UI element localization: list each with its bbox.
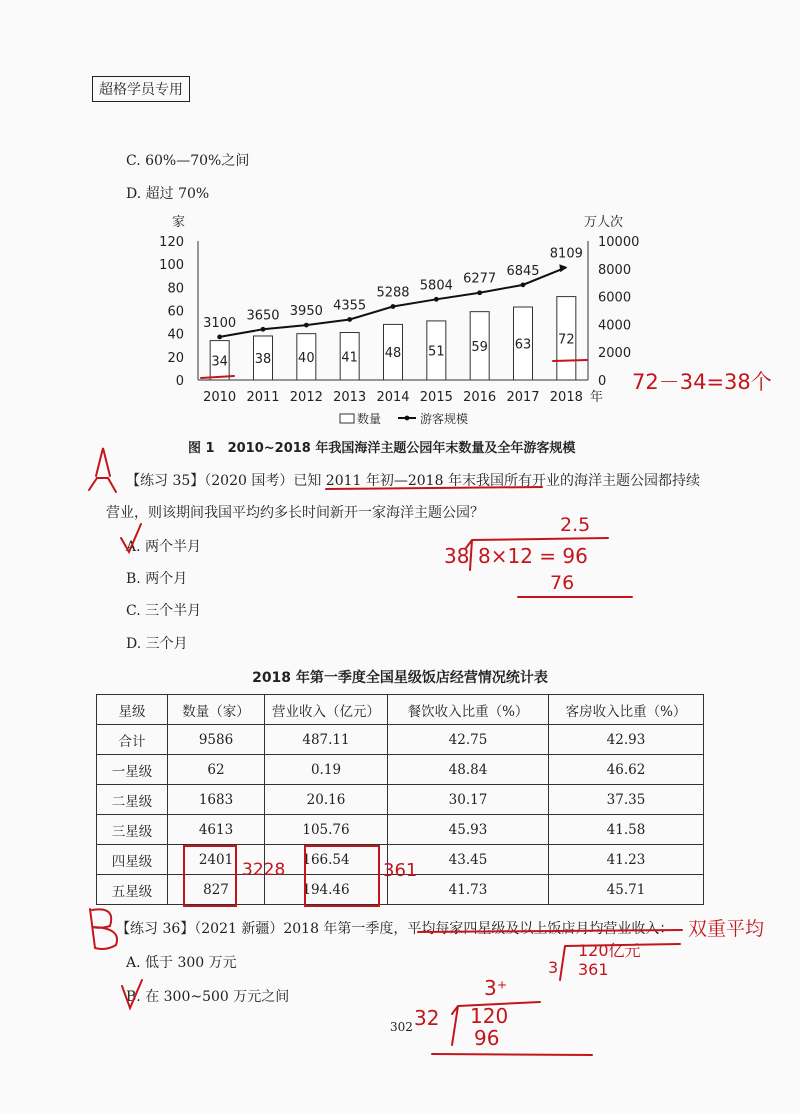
line-data-label: 5804 xyxy=(419,278,453,294)
note-q35-divisor: 38 xyxy=(444,544,470,568)
table-cell: 42.93 xyxy=(549,725,704,755)
bar-data-label: 38 xyxy=(254,351,272,367)
note-q35-mark xyxy=(96,446,119,486)
line-data-label: 6845 xyxy=(506,263,540,279)
left-tick-label: 40 xyxy=(167,327,184,343)
q36-option-b: B. 在 300~500 万元之间 xyxy=(126,989,290,1005)
note-difference: 72－34=38个 xyxy=(632,370,772,394)
right-tick-label: 4000 xyxy=(598,318,632,334)
right-axis-unit: 万人次 xyxy=(584,215,624,230)
table-cell: 46.62 xyxy=(549,755,704,785)
line-point xyxy=(477,290,482,295)
table-cell: 五星级 xyxy=(97,875,168,905)
left-tick-label: 20 xyxy=(167,350,184,366)
x-tick-label: 2011 xyxy=(246,390,280,405)
table-cell: 三星级 xyxy=(97,815,168,845)
q35-stem-line2: 营业，则该期间我国平均约多长时间新开一家海洋主题公园？ xyxy=(106,505,484,521)
table-cell: 0.19 xyxy=(265,755,388,785)
table-cell: 827 xyxy=(168,875,265,905)
table-cell: 45.93 xyxy=(388,815,549,845)
note-q36-calc1: 120亿元 xyxy=(578,941,641,960)
table-cell: 62 xyxy=(168,755,265,785)
table-cell: 41.23 xyxy=(549,845,704,875)
table-cell: 45.71 xyxy=(549,875,704,905)
note-weighted-average: 双重平均 xyxy=(688,918,765,940)
table-cell: 41.58 xyxy=(549,815,704,845)
right-tick-label: 2000 xyxy=(598,346,632,362)
bar-data-label: 51 xyxy=(428,344,445,360)
right-tick-label: 6000 xyxy=(598,290,632,306)
left-tick-label: 60 xyxy=(167,304,184,320)
note-q36-result: 3⁺ xyxy=(484,976,508,1000)
x-tick-label: 2016 xyxy=(463,390,497,405)
header-cell: 餐饮收入比重（%） xyxy=(388,695,549,725)
x-tick-label: 2018 xyxy=(549,390,583,405)
line-data-label: 3950 xyxy=(289,304,323,320)
right-tick-label: 0 xyxy=(598,374,607,389)
note-q36-dividend: 120 xyxy=(470,1004,509,1028)
table-cell: 48.84 xyxy=(388,755,549,785)
q35-option-a: A. 两个半月 xyxy=(126,539,202,555)
q36-subtraction-line xyxy=(432,1054,592,1055)
line-data-label: 5288 xyxy=(376,285,410,301)
table-cell: 30.17 xyxy=(388,785,549,815)
table-cell: 166.54 xyxy=(265,845,388,875)
q35-option-c: C. 三个半月 xyxy=(126,603,202,619)
line-point xyxy=(261,327,266,332)
line-point xyxy=(391,304,396,309)
note-q35-subtract: 76 xyxy=(550,572,575,594)
table-cell: 9586 xyxy=(168,725,265,755)
legend-bar-swatch xyxy=(340,414,354,423)
bar-data-label: 59 xyxy=(471,339,488,355)
table-cell: 105.76 xyxy=(265,815,388,845)
table-row xyxy=(97,785,704,815)
table-cell: 42.75 xyxy=(388,725,549,755)
table-cell: 1683 xyxy=(168,785,265,815)
header-cell: 客房收入比重（%） xyxy=(549,695,704,725)
left-tick-label: 80 xyxy=(167,281,184,297)
table-cell: 二星级 xyxy=(97,785,168,815)
right-tick-label: 10000 xyxy=(598,235,640,250)
table-cell: 一星级 xyxy=(97,755,168,785)
x-axis-unit: 年 xyxy=(590,390,604,405)
table-row xyxy=(97,755,704,785)
x-tick-label: 2015 xyxy=(419,390,453,405)
chart-caption: 图 1 2010~2018 年我国海洋主题公园年末数量及全年游客规模 xyxy=(188,441,576,456)
q35-stem-line1: 【练习 35】（2020 国考）已知 2011 年初—2018 年末我国所有开业的海洋主题公园都持续 xyxy=(126,473,700,489)
x-tick-label: 2012 xyxy=(289,390,323,405)
table-cell: 合计 xyxy=(97,725,168,755)
line-data-label: 3100 xyxy=(203,315,237,331)
x-tick-label: 2013 xyxy=(333,390,367,405)
page-number: 302 xyxy=(390,1020,413,1034)
note-q36-divisor: 32 xyxy=(414,1006,440,1030)
bar-data-label: 63 xyxy=(514,337,532,353)
note-q36-mark xyxy=(90,904,117,950)
table-cell: 194.46 xyxy=(265,875,388,905)
q35-option-d: D. 三个月 xyxy=(126,636,188,652)
line-data-label: 3650 xyxy=(246,308,280,324)
table-cell: 37.35 xyxy=(549,785,704,815)
note-q35-result: 2.5 xyxy=(560,514,591,536)
bar-data-label: 72 xyxy=(558,332,575,348)
note-q36-calc1-dividend: 361 xyxy=(578,960,609,979)
line-data-label: 8109 xyxy=(549,246,583,262)
line-point xyxy=(521,282,526,287)
bar-data-label: 48 xyxy=(384,346,402,362)
table-cell: 4613 xyxy=(168,815,265,845)
note-sum-count: 3228 xyxy=(242,860,286,880)
x-tick-label: 2017 xyxy=(506,390,540,405)
table-cell: 四星级 xyxy=(97,845,168,875)
left-axis-unit: 家 xyxy=(172,215,186,230)
left-tick-label: 100 xyxy=(159,258,184,274)
line-point xyxy=(217,335,222,340)
prev-option-c: C. 60%—70%之间 xyxy=(126,153,250,169)
header-stamp: 超格学员专用 xyxy=(92,76,190,102)
table-row xyxy=(97,725,704,755)
legend-line-marker xyxy=(405,416,410,421)
table-header-row xyxy=(97,695,704,725)
header-cell: 营业收入（亿元） xyxy=(265,695,388,725)
legend-bar-label: 数量 xyxy=(357,412,382,426)
x-tick-label: 2014 xyxy=(376,390,410,405)
left-tick-label: 0 xyxy=(175,374,184,389)
bar-data-label: 41 xyxy=(341,350,358,366)
line-data-label: 4355 xyxy=(333,298,367,314)
bar-data-label: 34 xyxy=(211,354,228,370)
line-point xyxy=(347,317,352,322)
table-cell: 487.11 xyxy=(265,725,388,755)
legend-line-label: 游客规模 xyxy=(420,412,469,426)
table-row xyxy=(97,815,704,845)
prev-option-d: D. 超过 70% xyxy=(126,186,210,202)
note-sum-revenue: 361 xyxy=(383,860,418,881)
table-cell: 2401 xyxy=(168,845,265,875)
line-point xyxy=(434,297,439,302)
right-tick-label: 8000 xyxy=(598,262,632,278)
x-tick-label: 2010 xyxy=(203,390,237,405)
q36-option-a: A. 低于 300 万元 xyxy=(126,955,237,971)
bar-data-label: 40 xyxy=(298,350,315,366)
note-q36-subtract: 96 xyxy=(474,1026,500,1050)
left-tick-label: 120 xyxy=(159,235,184,250)
header-cell: 星级 xyxy=(97,695,168,725)
line-data-label: 6277 xyxy=(463,271,497,287)
header-cell: 数量（家） xyxy=(168,695,265,725)
q35-option-b: B. 两个月 xyxy=(126,571,188,587)
table-cell: 41.73 xyxy=(388,875,549,905)
table-cell: 43.45 xyxy=(388,845,549,875)
table-title: 2018 年第一季度全国星级饭店经营情况统计表 xyxy=(252,670,548,686)
table-cell: 20.16 xyxy=(265,785,388,815)
q36-stem: 【练习 36】（2021 新疆）2018 年第一季度，平均每家四星级及以上饭店月均营业收入： xyxy=(116,921,674,937)
note-q36-calc1-divisor: 3 xyxy=(548,958,559,977)
line-point xyxy=(304,323,309,328)
note-q35-dividend: 8×12 = 96 xyxy=(478,544,588,568)
